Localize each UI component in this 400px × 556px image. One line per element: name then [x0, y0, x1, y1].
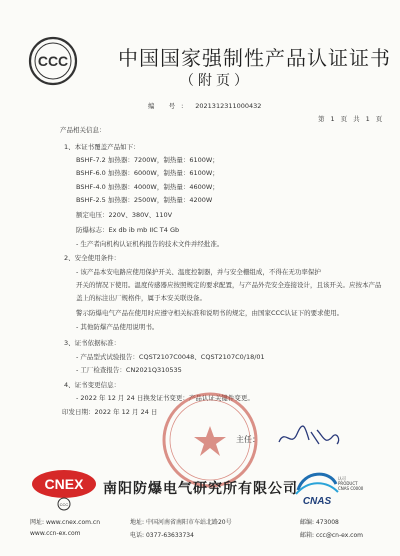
section-title: 产品相关信息： [60, 126, 106, 134]
web-link-2[interactable]: www.ccn-ex.com [30, 530, 81, 537]
footer-postcode [300, 517, 339, 526]
cnas-caption-line: CNAS C0000 [338, 486, 364, 491]
page-total: 1 [365, 115, 370, 123]
section-2-heading: 2、安全使用条件： [64, 254, 121, 262]
page-num: 1 [330, 115, 335, 123]
condition-line: - 该产品本安电路应使用保护开关、温度控制器，并与安全栅组成，不得在无功率保护 [76, 268, 321, 276]
condition-line: 开关的情况下使用。温度传感器应按照规定的要求配置，与产品外壳安全连接设计，且该开关。应按本产品 [76, 281, 382, 289]
footer-address [130, 517, 232, 526]
standard-line: - 工厂检查报告：CN2021Q310535 [76, 366, 182, 374]
page-label-c: 共 [353, 115, 360, 123]
cnas-caption [338, 476, 363, 491]
email-label: 邮箱: [300, 532, 315, 539]
change-line: - 2022 年 12 月 24 日换发证书变更：产品认证关键件变更。 [76, 394, 254, 402]
model-line: BSHF-7.2 加热器：7200W，制热量：6100W； [76, 156, 219, 164]
tel-value: 0377-63633734 [145, 532, 194, 539]
standard-line: - 产品型式试验报告：CQST2107C0048、CQST2107C0/18/01 [76, 353, 265, 361]
cnex-text: CNEX [44, 476, 84, 492]
director-signature [275, 422, 345, 452]
cnas-logo [292, 464, 342, 508]
model-line: BSHF-2.5 加热器：2500W，制热量：4200W [76, 196, 213, 204]
certificate-subtitle: （附页） [180, 73, 252, 89]
certificate-number-row [148, 101, 261, 110]
ccc-logo [28, 36, 78, 86]
cnas-caption-line: 认可 [338, 476, 346, 481]
model-line: BSHF-4.0 加热器：4000W，制热量：4600W； [76, 183, 219, 191]
tel-label: 电话: [130, 532, 145, 539]
cnex-logo [30, 462, 98, 512]
postcode-value: 473008 [315, 519, 339, 526]
footer-tel [130, 530, 194, 539]
page-label-a: 第 [318, 115, 325, 123]
manufacturer-note: - 生产者向机构认证机构报告的技术文件并经批准。 [76, 240, 224, 248]
footer-email [300, 530, 363, 539]
address-value: 中国河南省南阳市车站北路20号 [145, 519, 232, 526]
condition-line: 盖上的标注出厂规格件，属于本安关联设备。 [76, 294, 206, 302]
web-link-1[interactable]: www.cnex.com.cn [45, 519, 100, 526]
section-4-heading: 4、证书变更信息： [64, 381, 121, 389]
condition-line: 警示防爆电气产品在使用时应遵守相关标准和说明书的规定，由国家CCC认证下的要求使用。 [76, 309, 344, 317]
web-label: 网址: [30, 519, 45, 526]
page-indicator [318, 114, 388, 123]
page-label-d: 页 [375, 115, 383, 123]
model-line: BSHF-6.0 加热器：6000W，制热量：6100W； [76, 169, 219, 177]
cert-no-label: 编 号: [148, 102, 190, 110]
organization-name: 南阳防爆电气研究所有限公司 [103, 481, 298, 497]
section-1-heading: 1、本证书覆盖产品如下： [64, 143, 140, 151]
cnex-sub: CCC [59, 502, 69, 507]
cert-no-value: 2021312311000432 [195, 102, 262, 110]
page-label-b: 页 [340, 115, 348, 123]
section-3-heading: 3、证书依据标准： [64, 339, 121, 347]
logo-text: CCC [37, 53, 69, 69]
footer-web-1 [30, 517, 100, 526]
director-label: 主任： [236, 435, 260, 444]
certificate-title: 中国国家强制性产品认证证书 [118, 46, 391, 70]
condition-line: - 其他防爆产品使用说明书。 [76, 323, 159, 331]
postcode-label: 邮编: [300, 519, 315, 526]
rated-voltage: 额定电压：220V、380V、110V [76, 211, 173, 219]
cnas-caption-line: PRODUCT [338, 481, 358, 486]
email-value[interactable]: ccc@cn-ex.com [315, 532, 363, 539]
issue-date: 印发日期：2022 年 12 月 24 日 [62, 408, 158, 416]
address-label: 地址: [130, 519, 145, 526]
cnas-text: CNAS [302, 496, 332, 507]
ex-mark: 防爆标志：Ex db ib mb IIC T4 Gb [76, 226, 180, 234]
footer-web-2 [30, 530, 81, 537]
